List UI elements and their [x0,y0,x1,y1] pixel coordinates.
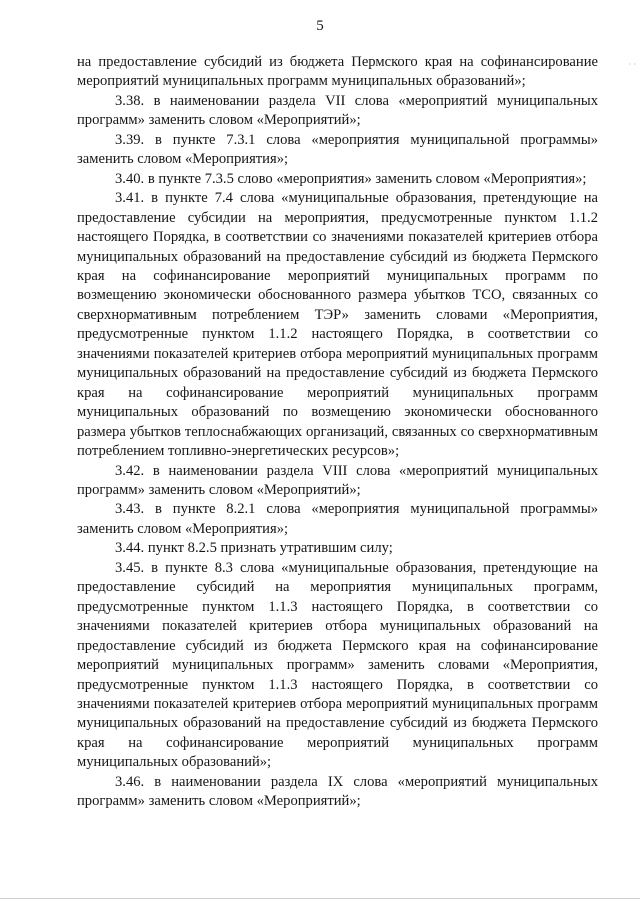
paragraph-3-40: 3.40. в пункте 7.3.5 слово «мероприятия» заменить словом «Мероприятия»; [115,170,587,187]
paragraph-3-39: 3.39. в пункте 7.3.1 слова «мероприятия муниципальной программы» заменить словом «Мероприятия»; [77,131,598,168]
page-number: 5 [316,18,324,34]
paragraph-3-46: 3.46. в наименовании раздела IX слова «мероприятий муниципальных программ» заменить словом «Мероприятий»; [77,773,598,810]
document-body [77,53,598,812]
paragraph-3-44: 3.44. пункт 8.2.5 признать утратившим силу; [115,540,393,557]
paragraph-3-41: 3.41. в пункте 7.4 слова «муниципальные образования, претендующие на предоставление субсидии на мероприятия, предусмотренные пунктом 1.1.2 настоящего Порядка, в соответствии со значениями показателей критериев отбора муниципальных образований на предоставление субсидий из бюджета Пермского края на софинансирование мероприятий муниципальных программ по возмещению экономически обоснованного размера убытков ТСО, связанных со сверхнормативным потреблением ТЭР» заменить словами «Мероприятия, предусмотренные пунктом 1.1.2 настоящего Порядка, в соответствии со значениями показателей критериев отбора мероприятий муниципальных программ муниципальных образований на предоставление субсидий из бюджета Пермского края на софинансирование мероприятий муниципальных программ муниципальных образований по возмещению экономически обоснованного размера убытков теплоснабжающих организаций, связанных со сверхнормативным потреблением топливно-энергетических ресурсов»; [77,190,598,460]
paragraph-3-38: 3.38. в наименовании раздела VII слова «мероприятий муниципальных программ» заменить словом «Мероприятий»; [77,92,598,129]
paragraph-3-45: 3.45. в пункте 8.3 слова «муниципальные образования, претендующие на предоставление субсидий на мероприятия муниципальных программ, предусмотренные пунктом 1.1.3 настоящего Порядка, в соответствии со значениями показателей критериев отбора муниципальных образований на предоставление субсидий из бюджета Пермского края на софинансирование мероприятий муниципальных программ» заменить словами «Мероприятия, предусмотренные пунктом 1.1.3 настоящего Порядка, в соответствии со значениями показателей критериев отбора мероприятий муниципальных программ муниципальных образований на предоставление субсидий из бюджета Пермского края на софинансирование мероприятий муниципальных программ муниципальных образований»; [77,559,598,771]
page-bottom-edge [0,898,640,899]
scan-artifact-mark: · · [628,60,636,69]
paragraph-3-42: 3.42. в наименовании раздела VIII слова «мероприятий муниципальных программ» заменить словом «Мероприятий»; [77,462,598,498]
paragraph-3-43: 3.43. в пункте 8.2.1 слова «мероприятия муниципальной программы» заменить словом «Мероприятия»; [77,501,598,537]
paragraph-continuation: на предоставление субсидий из бюджета Пермского края на софинансирование мероприятий муниципальных программ муниципальных образований»; [77,54,598,90]
